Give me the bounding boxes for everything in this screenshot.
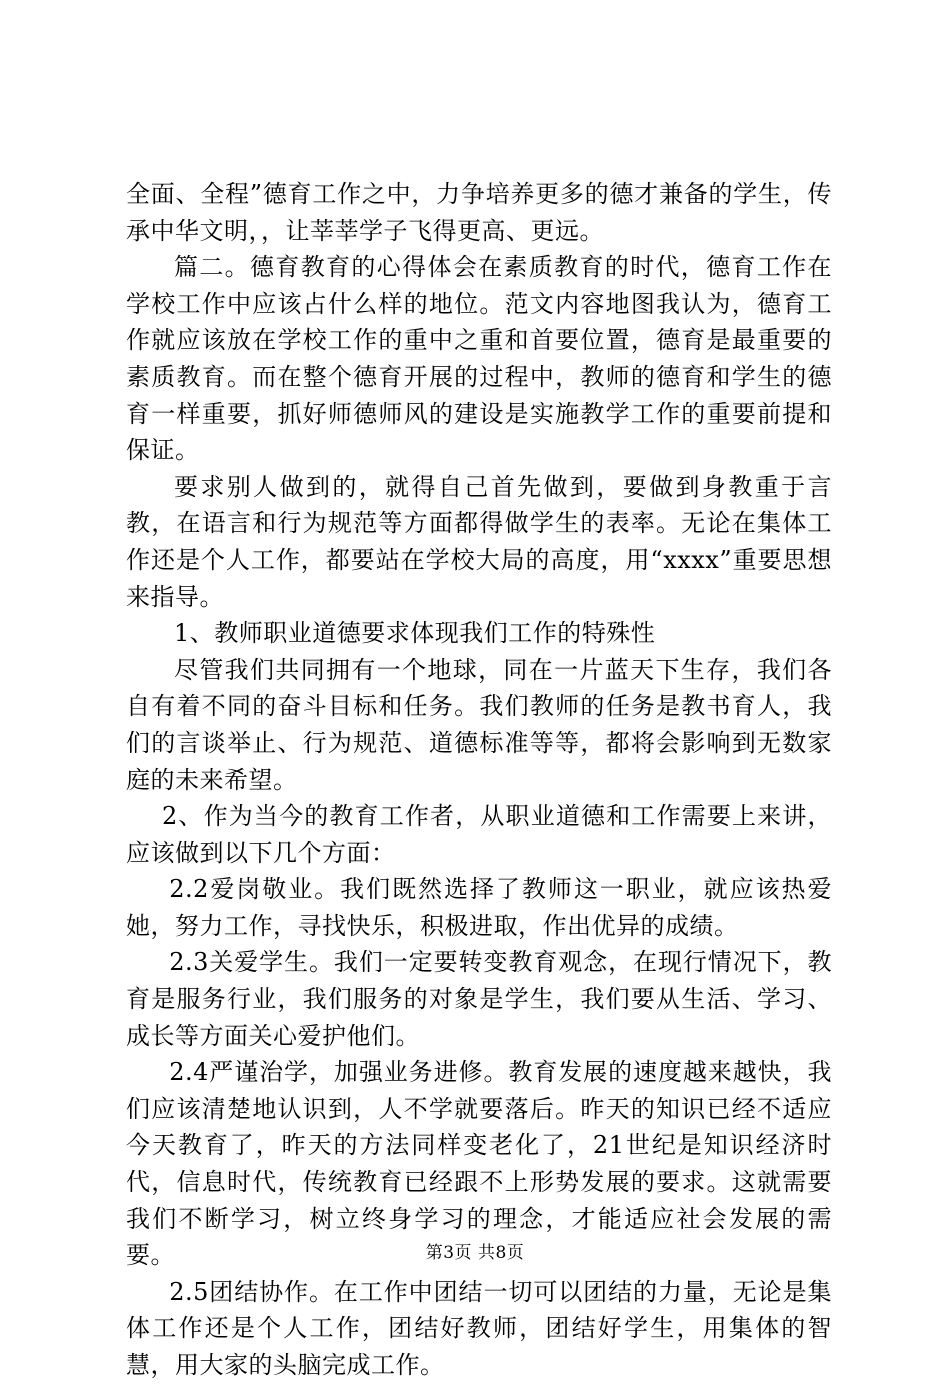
paragraph-teacher-mission: 尽管我们共同拥有一个地球，同在一片蓝天下生存，我们各自有着不同的奋斗目标和任务。我们教师的任务是教书育人，我们的言谈举止、行为规范、道德标准等等，都将会影响到无数家庭的未来希望。: [126, 655, 832, 794]
section-heading-2: 2、作为当今的教育工作者，从职业道德和工作需要上来讲，应该做到以下几个方面：: [126, 802, 832, 867]
paragraph-lead-by-example: 要求别人做到的，就得自己首先做到，要做到身教重于言教，在语言和行为规范等方面都得做学生的表率。无论在集体工作还是个人工作，都要站在学校大局的高度，用“xxxx”重要思想来指导。: [126, 472, 832, 611]
item-2-3: 2.3关爱学生。我们一定要转变教育观念，在现行情况下，教育是服务行业，我们服务的对象是学生，我们要从生活、学习、成长等方面关心爱护他们。: [126, 948, 832, 1050]
item-2-5: 2.5团结协作。在工作中团结一切可以团结的力量，无论是集体工作还是个人工作，团结好教师，团结好学生，用集体的智慧，用大家的头脑完成工作。: [126, 1277, 832, 1379]
item-2-4: 2.4严谨治学，加强业务进修。教育发展的速度越来越快，我们应该清楚地认识到，人不学就要落后。昨天的知识已经不适应今天教育了，昨天的方法同样变老化了，21世纪是知识经济时代，信息时代，传统教育已经跟不上形势发展的要求。这就需要我们不断学习，树立终身学习的理念，才能适应社会发展的需要。: [126, 1058, 832, 1270]
section-heading-1: 1、教师职业道德要求体现我们工作的特殊性: [174, 619, 656, 648]
page-number-footer: 第3页 共8页: [425, 1243, 525, 1263]
paragraph-article-two-intro: 篇二。德育教育的心得体会在素质教育的时代，德育工作在学校工作中应该占什么样的地位。范文内容地图我认为，德育工作就应该放在学校工作的重中之重和首要位置，德育是最重要的素质教育。而在整个德育开展的过程中，教师的德育和学生的德育一样重要，抓好师德师风的建设是实施教学工作的重要前提和保证。: [126, 253, 832, 465]
document-body: [126, 176, 832, 1384]
item-2-2: 2.2爱岗敬业。我们既然选择了教师这一职业，就应该热爱她，努力工作，寻找快乐，积极进取，作出优异的成绩。: [126, 875, 832, 940]
paragraph-continuation: 全面、全程”德育工作之中，力争培养更多的德才兼备的学生，传承中华文明，，让莘莘学子飞得更高、更远。: [126, 180, 832, 245]
